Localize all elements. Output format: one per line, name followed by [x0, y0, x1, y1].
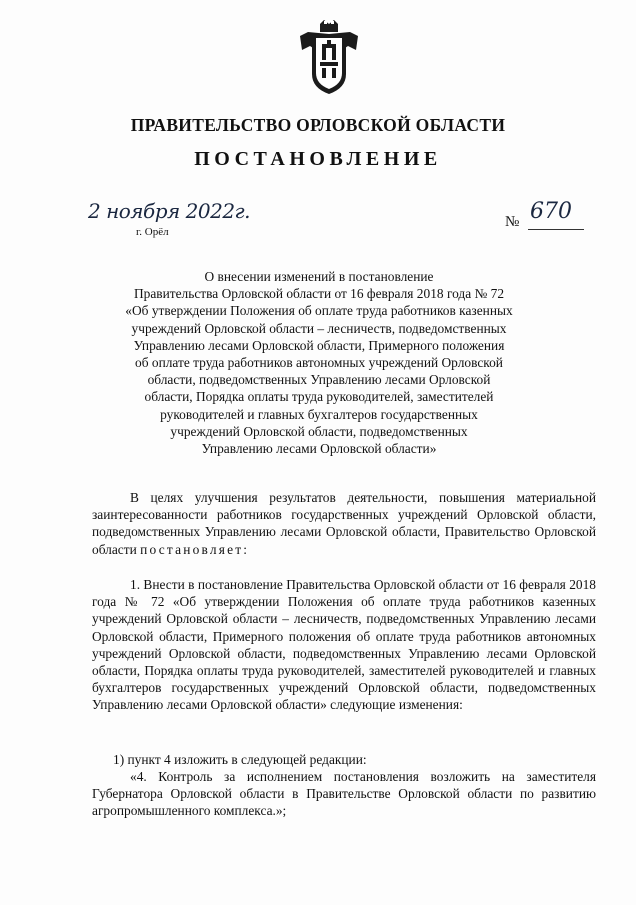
subitem-1-paragraph: 1) пункт 4 изложить в следующей редакции:: [113, 752, 367, 767]
number-underline: [528, 229, 584, 230]
document-subject: [100, 268, 538, 457]
subject-line: О внесении изменений в постановление: [204, 269, 434, 284]
subject-line: руководителей и главных бухгалтеров государственных: [160, 406, 478, 422]
preamble-text: В целях улучшения результатов деятельности, повышения материальной заинтересованности работников государственных учреждений Орловской области, подведомственных Управлению лесами Орловской области, Правительство Орловской области: [92, 490, 596, 557]
subject-line: учреждений Орловской области – лесничеств, подведомственных: [131, 320, 507, 336]
subject-line: об оплате труда работников автономных учреждений Орловской: [135, 355, 503, 371]
subject-line: области, подведомственных Управлению лесами Орловской: [147, 372, 491, 388]
number-sign: №: [505, 214, 520, 230]
preamble-paragraph: [92, 489, 596, 558]
quoted-paragraph: «4. Контроль за исполнением постановления возложить на заместителя Губернатора Орловской области в Правительстве Орловской области по развитию агропромышленного комплекса.»;: [92, 769, 596, 819]
document-type-title: ПОСТАНОВЛЕНИЕ: [194, 148, 442, 170]
coat-of-arms-icon: [298, 20, 360, 96]
item-1-paragraph: 1. Внести в постановление Правительства Орловской области от 16 февраля 2018 года № 72 «Об утверждении Положения об оплате труда работников казенных учреждений Орловской области – лесничеств, подведомственных Управлению лесами Орловской области, Примерного положения об оплате труда работников автономных учреждений Орловской области, подведомственных Управлению лесами Орловской области, Порядка оплаты труда руководителей, заместителей руководителей и главных бухгалтеров государственных учреждений Орловской области, подведомственных Управлению лесами Орловской области» следующие изменения:: [92, 577, 596, 713]
decree-colon: :: [243, 541, 248, 557]
subject-line: области, Порядка оплаты труда руководителей, заместителей: [144, 389, 494, 405]
city-label: г. Орёл: [136, 226, 169, 238]
subject-line: Правительства Орловской области от 16 февраля 2018 года № 72: [133, 286, 505, 302]
subject-line: «Об утверждении Положения об оплате труда работников казенных: [125, 303, 513, 319]
government-title: ПРАВИТЕЛЬСТВО ОРЛОВСКОЙ ОБЛАСТИ: [130, 115, 506, 135]
subject-line: учреждений Орловской области, подведомственных: [170, 423, 468, 439]
subject-line: Управлению лесами Орловской области»: [201, 441, 437, 457]
handwritten-number: 670: [530, 199, 572, 224]
subject-line: Управлению лесами Орловской области, Примерного положения: [133, 337, 505, 353]
decree-word: постановляет: [140, 541, 244, 557]
handwritten-date: 2 ноября 2022г.: [88, 199, 251, 223]
